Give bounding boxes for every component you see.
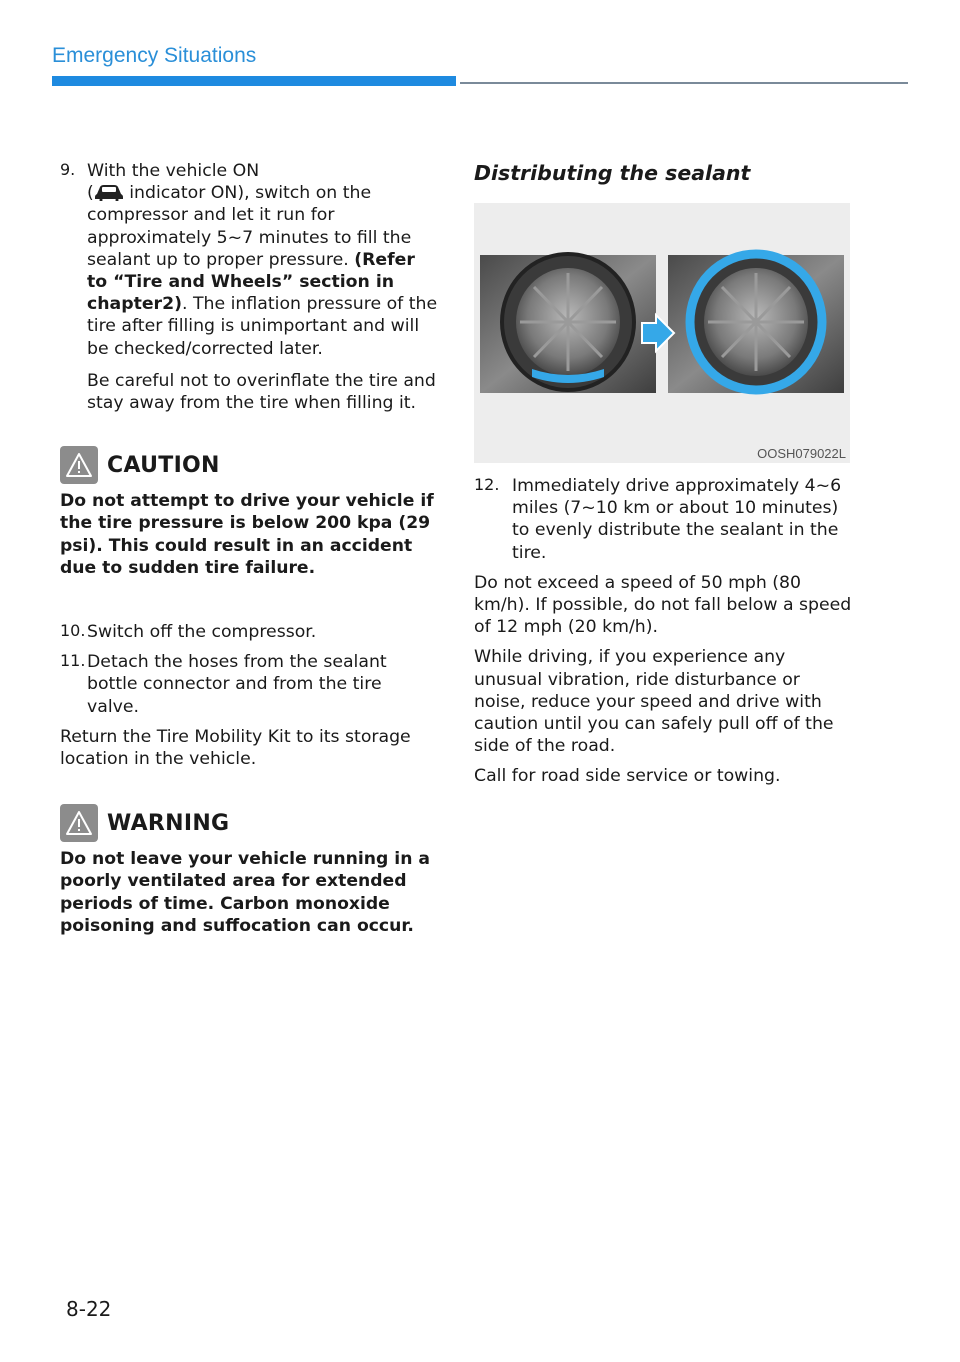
step-12-text: Immediately drive approximately 4~6 miles (7~10 km or about 10 minutes) to evenly distribute the sealant in the tire. [512, 476, 842, 563]
step-11-text: Detach the hoses from the sealant bottle connector and from the tire valve. [87, 652, 387, 717]
caution-title: CAUTION [107, 452, 220, 478]
step-number: 9. [60, 160, 76, 179]
step-11 [60, 651, 438, 718]
step-9-text: With the vehicle ON ( indicator ON), switch on the compressor and let it run for approximately 5~7 minutes to fill the sealant up to proper pressure. (Refer to “Tire and Wheels” section in chapter2). The inflation pressure of the tire after filling is unimportant and will be checked/corrected later. [87, 161, 438, 359]
section-header-title: Emergency Situations [52, 44, 257, 67]
step-number: 10. [60, 621, 86, 641]
section-title: Distributing the sealant [474, 161, 751, 185]
figure-code: OOSH079022L [757, 446, 846, 461]
warning-box [60, 804, 438, 937]
step-10 [60, 621, 438, 643]
roadside-service-text: Call for road side service or towing. [474, 766, 781, 787]
caution-box [60, 446, 438, 579]
page-number: 8-22 [66, 1297, 112, 1321]
return-kit-text: Return the Tire Mobility Kit to its storage location in the vehicle. [60, 726, 411, 770]
step-9-note: Be careful not to overinflate the tire and stay away from the tire when filling it. [87, 370, 436, 414]
speed-limit-text: Do not exceed a speed of 50 mph (80 km/h). If possible, do not fall below a speed of 12 mph (20 km/h). [474, 572, 852, 638]
caution-warning-icon [60, 446, 98, 484]
left-column [60, 160, 438, 937]
step-10-text: Switch off the compressor. [87, 622, 317, 643]
tire-illustration [474, 203, 850, 463]
step-9 [60, 160, 438, 414]
step-number: 11. [60, 651, 86, 671]
sealant-distribution-figure [474, 203, 850, 463]
step-12 [474, 475, 854, 564]
warning-icon [60, 804, 98, 842]
header-rule-accent [52, 76, 456, 86]
header-rule-thin [460, 82, 908, 84]
step-number: 12. [474, 475, 500, 494]
vehicle-ready-indicator-icon [94, 184, 124, 201]
reference-note: (Refer to “Tire and Wheels” section in chapter2) [87, 249, 415, 315]
vibration-caution-text: While driving, if you experience any unusual vibration, ride disturbance or noise, reduce your speed and drive with caution until you can safely pull off of the side of the road. [474, 647, 834, 757]
warning-title: WARNING [107, 810, 230, 836]
right-column [474, 160, 854, 788]
warning-body: Do not leave your vehicle running in a poorly ventilated area for extended periods of time. Carbon monoxide poisoning and suffocation can occur. [60, 849, 431, 936]
caution-body: Do not attempt to drive your vehicle if the tire pressure is below 200 kpa (29 psi). This could result in an accident due to sudden tire failure. [60, 491, 434, 578]
